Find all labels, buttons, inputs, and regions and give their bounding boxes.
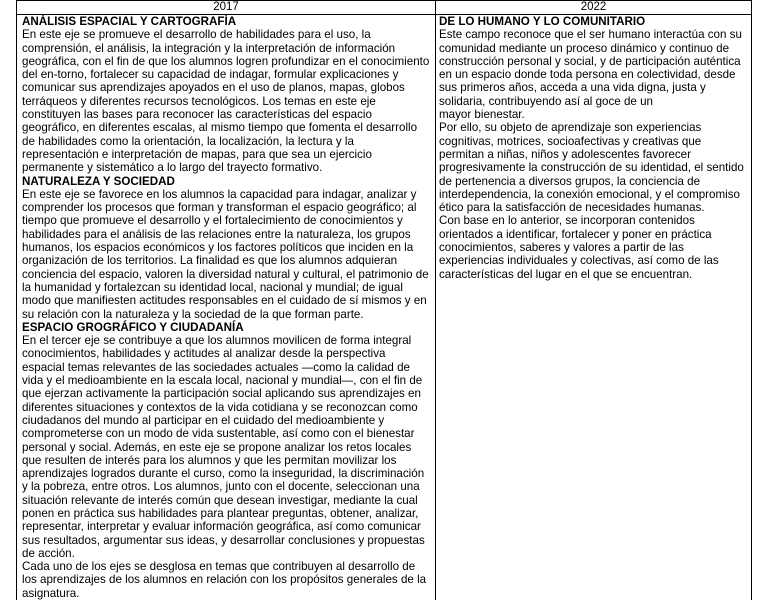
- cell-2022: [436, 15, 751, 600]
- section-text-naturaleza: En este eje se favorece en los alumnos la capacidad para indagar, analizar y comprender los procesos que forman y transforman el espacio geográfico; al tiempo que promueve el desarrollo y el fortalecimiento de conocimientos y habilidades para el análisis de las relaciones entre la naturaleza, los grupos humanos, los espacios económicos y los factores políticos que inciden en la organización de los territorios. La finalidad es que los alumnos adquieran conciencia del espacio, valoren la diversidad natural y cultural, el patrimonio de la humanidad y fortalezcan su identidad local, nacional y mundial; de igual modo que manifiesten actitudes responsables en el cuidado de sí mismos y en su relación con la naturaleza y la sociedad de la que forman parte.: [22, 187, 429, 321]
- section-text-objeto: Por ello, su objeto de aprendizaje son experiencias cognitivas, motrices, socioafectivas y creativas que permitan a niñas, niños y adolescentes favorecer progresivamente la construcción de su identidad, el sentido de pertenencia a diversos grupos, la conciencia de interdependencia, la conexión emocional, y el compromiso ético para la satisfacción de necesidades humanas.: [439, 121, 744, 215]
- table-body-row: [17, 15, 751, 600]
- section-text-analisis: En este eje se promueve el desarrollo de habilidades para el uso, la comprensión, el análisis, la integración y la interpretación de información geográfica, con el fin de que los alumnos logren profundizar en el conocimiento del en-torno, fortalecer su capacidad de indagar, formular explicaciones y comunicar sus aprendizajes apoyados en el uso de planos, mapas, globos terráqueos y diferentes recursos tecnológicos. Los temas en este eje constituyen las bases para reconocer las características del espacio geográfico, en diferentes escalas, al mismo tiempo que fomenta el desarrollo de habilidades como la orientación, la localización, la lectura y la representación e interpretación de mapas, para que sea un ejercicio permanente y sistemático a lo largo del trayecto formativo.: [22, 28, 430, 175]
- cell-2017: [17, 15, 436, 600]
- section-text-contenidos: Con base en lo anterior, se incorporan contenidos orientados a identificar, fortalecer y poner en práctica conocimientos, saberes y valores a partir de las experiencias individuales y colectivas, así como de las características del lugar en el que se encuentran.: [439, 214, 719, 281]
- header-2022: 2022: [580, 1, 607, 13]
- comparison-table: [16, 0, 752, 600]
- section-heading-analisis: ANÁLISIS ESPACIAL Y CARTOGRAFÍA: [22, 15, 237, 28]
- section-text-bienestar: mayor bienestar.: [439, 108, 525, 122]
- section-text-ejes: Cada uno de los ejes se desglosa en temas que contribuyen al desarrollo de los aprendizajes de los alumnos en relación con los propósitos generales de la asignatura.: [22, 560, 427, 600]
- section-heading-espacio: ESPACIO GROGRÁFICO Y CIUDADANÍA: [22, 320, 244, 334]
- section-text-espacio: En el tercer eje se contribuye a que los alumnos movilicen de forma integral conocimientos, habilidades y actitudes al analizar desde la perspectiva espacial temas relevantes de las sociedades actuales —como la calidad de vida y el medioambiente en la escala local, nacional y mundial—, con el fin de que ejerzan activamente la participación social aplicando sus aprendizajes en diferentes situaciones y contextos de la vida cotidiana y se reconozcan como ciudadanos del mundo al participar en el cuidado del medioambiente y comprometerse con un modo de vida sustentable, así como con el bienestar personal y social. Además, en este eje se propone analizar los retos locales que resulten de interés para los alumnos y que les permitan movilizar los aprendizajes logrados durante el curso, como la inseguridad, la discriminación y la pobreza, entre otros. Los alumnos, junto con el docente, seleccionan una situación relevante de interés común que desean investigar, mediante la cual ponen en práctica sus habilidades para plantear preguntas, obtener, analizar, representar, interpretar y evaluar información geográfica, así como comunicar sus resultados, argumentar sus ideas, y desarrollar conclusiones y propuestas de acción.: [22, 334, 425, 560]
- table-header-row: [17, 1, 751, 15]
- section-heading-naturaleza: NATURALEZA Y SOCIEDAD: [22, 174, 175, 188]
- header-2017: 2017: [17, 1, 436, 14]
- section-heading-humano: DE LO HUMANO Y LO COMUNITARIO: [439, 15, 646, 28]
- section-text-campo: Este campo reconoce que el ser humano interactúa con su comunidad mediante un proceso dinámico y continuo de construcción personal y social, y de participación auténtica en un espacio donde toda persona en colectividad, desde sus primeros años, acceda a una vida digna, justa y solidaria, contribuyendo así al goce de un: [439, 28, 742, 108]
